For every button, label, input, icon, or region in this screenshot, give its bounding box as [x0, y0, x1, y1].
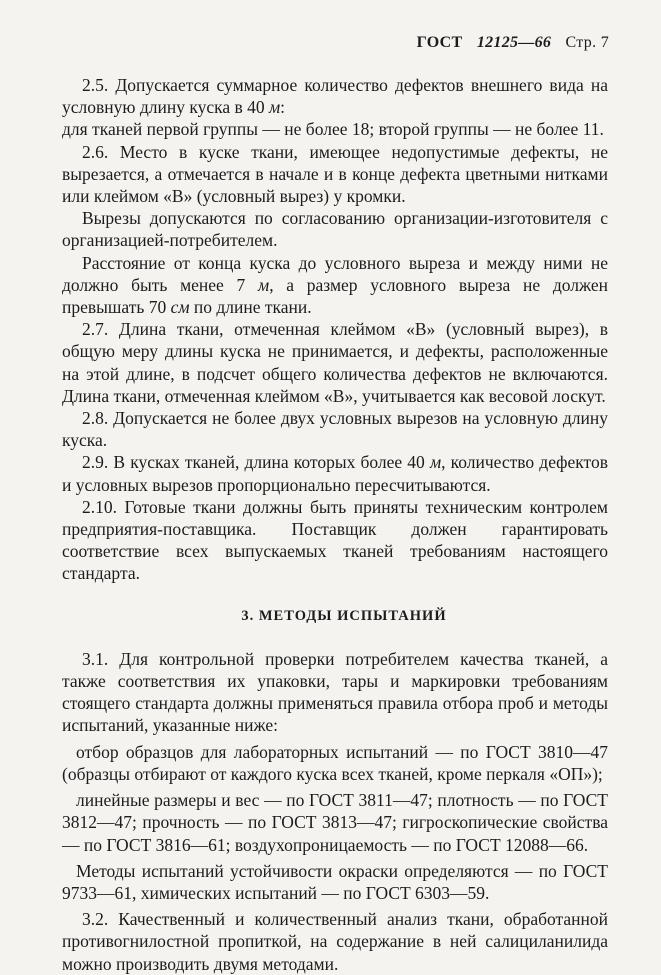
paragraph-dimensions: линейные размеры и вес — по ГОСТ 3811—47; плотность — по ГОСТ 3812—47; прочность — по ГОСТ 3813—47; гигроскопические свойства — по ГОСТ 3816—61; воздухопроницаемость — по ГОСТ 12088—66.: [62, 790, 608, 855]
distance-text-a: Расстояние от конца куска до условного выреза и между ними не должно быть менее 7: [62, 252, 608, 295]
clause-3-2: 3.2. Качественный и количественный анализ ткани, обработанной противогнилостной пропиткой, на содержание в ней салициланилида можно производить двумя методами.: [62, 909, 608, 974]
clause-2-10: 2.10. Готовые ткани должны быть приняты техническим контролем предприятия-поставщика. Поставщик должен гарантировать соответствие всех выпускаемых тканей требованиям настоящего стандарта.: [62, 496, 608, 584]
clause-2-9-text-a: 2.9. В кусках тканей, длина которых более 40: [82, 452, 430, 473]
clause-2-5-colon: :: [280, 97, 286, 118]
unit-meter: м: [268, 97, 281, 118]
header-page-number: Стр. 7: [565, 34, 609, 51]
clause-3-1: 3.1. Для контрольной проверки потребителем качества тканей, а также соответствия их упаковки, тары и маркировки требованиям стоящего стандарта должны применяться правила отбора проб и методы испытаний, указанные ниже:: [62, 648, 608, 736]
clause-2-8: 2.8. Допускается не более двух условных вырезов на условную длину куска.: [62, 408, 608, 451]
document-body: [62, 74, 608, 975]
clause-2-5-detail: для тканей первой группы — не более 18; второй группы — не более 11.: [62, 119, 604, 140]
clause-2-5: [62, 74, 608, 118]
distance-text-b: , а размер условного выреза не должен превышать 70: [62, 274, 608, 318]
paragraph-color-fastness: Методы испытаний устойчивости окраски определяются — по ГОСТ 9733—61, химических испытаний — по ГОСТ 6303—59.: [62, 860, 608, 903]
clause-2-7: 2.7. Длина ткани, отмеченная клеймом «В» (условный вырез), в общую меру длины куска не принимается, и дефекты, расположенные на этой длине, в подсчет общего количества дефектов не включаются. Длина ткани, отмеченная клеймом «В», учитывается как весовой лоскут.: [62, 319, 608, 406]
section-3-title: 3. МЕТОДЫ ИСПЫТАНИЙ: [241, 607, 447, 624]
unit-centimeter: см: [170, 297, 190, 318]
distance-text-c: по длине ткани.: [189, 297, 312, 318]
header-standard: ГОСТ: [416, 34, 463, 51]
unit-meter: м: [258, 274, 270, 295]
clause-2-5-text: 2.5. Допускается суммарное количество дефектов внешнего вида на условную длину куска в 40: [62, 75, 608, 118]
clause-2-9: [62, 451, 608, 495]
paragraph-sampling: отбор образцов для лабораторных испытаний — по ГОСТ 3810—47 (образцы отбирают от каждого куска всех тканей, кроме перкаля «ОП»);: [62, 741, 608, 784]
unit-meter: м: [429, 452, 442, 473]
clause-2-6: 2.6. Место в куске ткани, имеющее недопустимые дефекты, не вырезается, а отмечается в начале и в конце дефекта цветными нитками или клеймом «В» (условный вырез) у кромки.: [62, 141, 608, 207]
paragraph-cuts: Вырезы допускаются по согласованию организации-изготовителя с организацией-потребителем.: [62, 208, 608, 251]
clause-2-9-text-b: , количество дефектов и условных вырезов пропорционально пересчитываются.: [62, 452, 608, 495]
paragraph-distance: [62, 252, 608, 319]
header-number: 12125—66: [476, 34, 552, 51]
page-header: [417, 34, 609, 52]
